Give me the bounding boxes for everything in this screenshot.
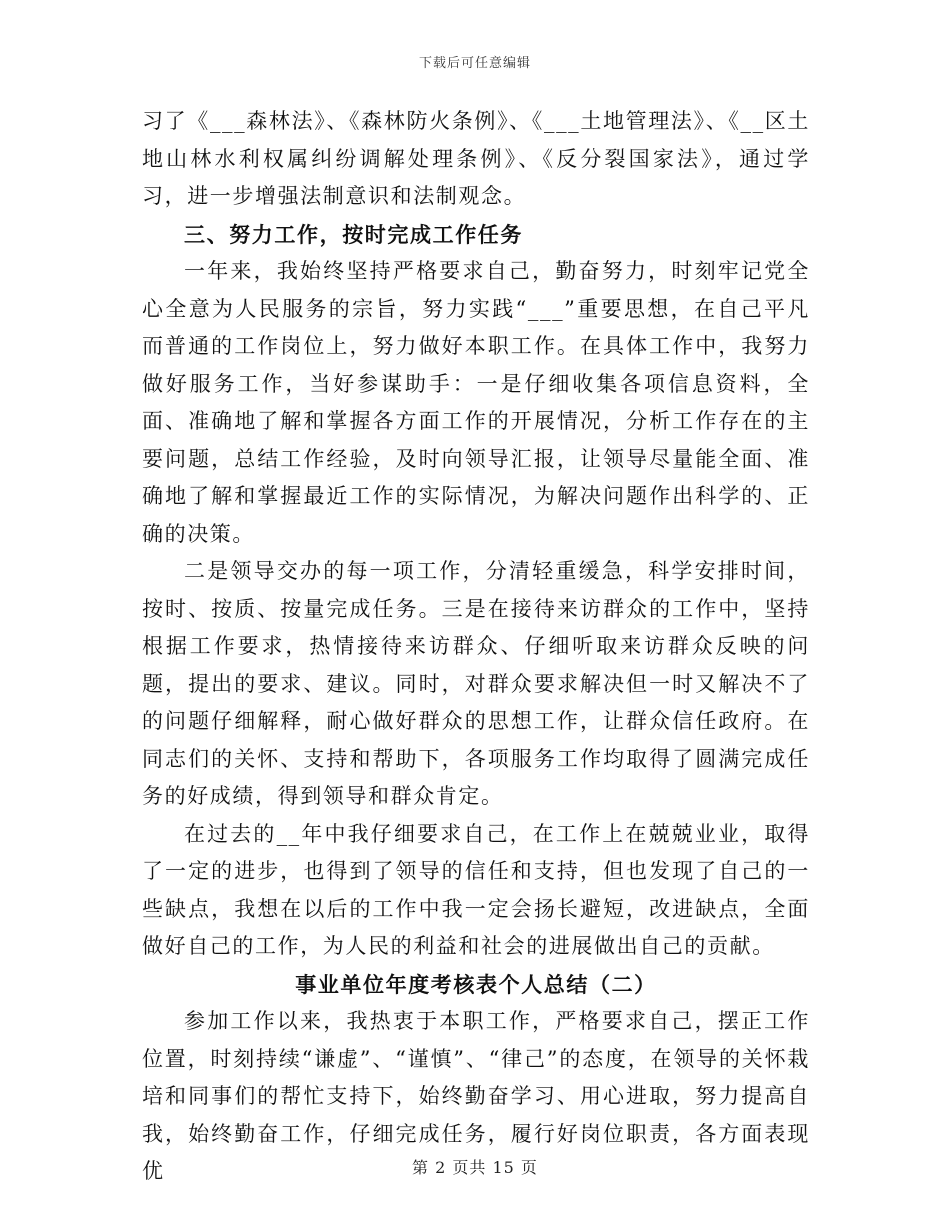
document-title-part-two: 事业单位年度考核表个人总结（二） (295, 971, 657, 997)
page-header-note: 下载后可任意编辑 (418, 56, 531, 71)
document-body (142, 103, 810, 1191)
paragraph-law-study: 习了《___森林法》、《森林防火条例》、《___土地管理法》、《__区土地山林水利权属纠纷调解处理条例》、《反分裂国家法》，通过学习，进一步增强法制意识和法制观念。 (142, 109, 810, 208)
paragraph-work-summary: 一年来，我始终坚持严格要求自己，勤奋努力，时刻牢记党全心全意为人民服务的宗旨，努力实践“___”重要思想，在自己平凡而普通的工作岗位上，努力做好本职工作。在具体工作中，我努力做好服务工作，当好参谋助手：一是仔细收集各项信息资料，全面、准确地了解和掌握各方面工作的开展情况，分析工作存在的主要问题，总结工作经验，及时向领导汇报，让领导尽量能全面、准确地了解和掌握最近工作的实际情况，为解决问题作出科学的、正确的决策。 (142, 259, 810, 546)
section-heading-work: 三、努力工作，按时完成工作任务 (184, 221, 523, 247)
paragraph-leader-tasks: 二是领导交办的每一项工作，分清轻重缓急，科学安排时间，按时、按质、按量完成任务。三是在接待来访群众的工作中，坚持根据工作要求，热情接待来访群众、仔细听取来访群众反映的问题，提出的要求、建议。同时，对群众要求解决但一时又解决不了的问题仔细解释，耐心做好群众的思想工作，让群众信任政府。在同志们的关怀、支持和帮助下，各项服务工作均取得了圆满完成任务的好成绩，得到领导和群众肯定。 (142, 559, 810, 808)
paragraph-self-reflection: 在过去的__年中我仔细要求自己，在工作上在兢兢业业，取得了一定的进步，也得到了领导的信任和支持，但也发现了自己的一些缺点，我想在以后的工作中我一定会扬长避短，改进缺点，全面做好自己的工作，为人民的利益和社会的进展做出自己的贡献。 (142, 821, 810, 958)
page-number-footer: 第 2 页共 15 页 (412, 1158, 538, 1177)
paragraph-career-overview: 参加工作以来，我热衷于本职工作，严格要求自己，摆正工作位置，时刻持续“谦虚”、“谨慎”、“律己”的态度，在领导的关怀栽培和同事们的帮忙支持下，始终勤奋学习、用心进取，努力提高自我，始终勤奋工作，仔细完成任务，履行好岗位职责，各方面表现优 (142, 1009, 810, 1183)
